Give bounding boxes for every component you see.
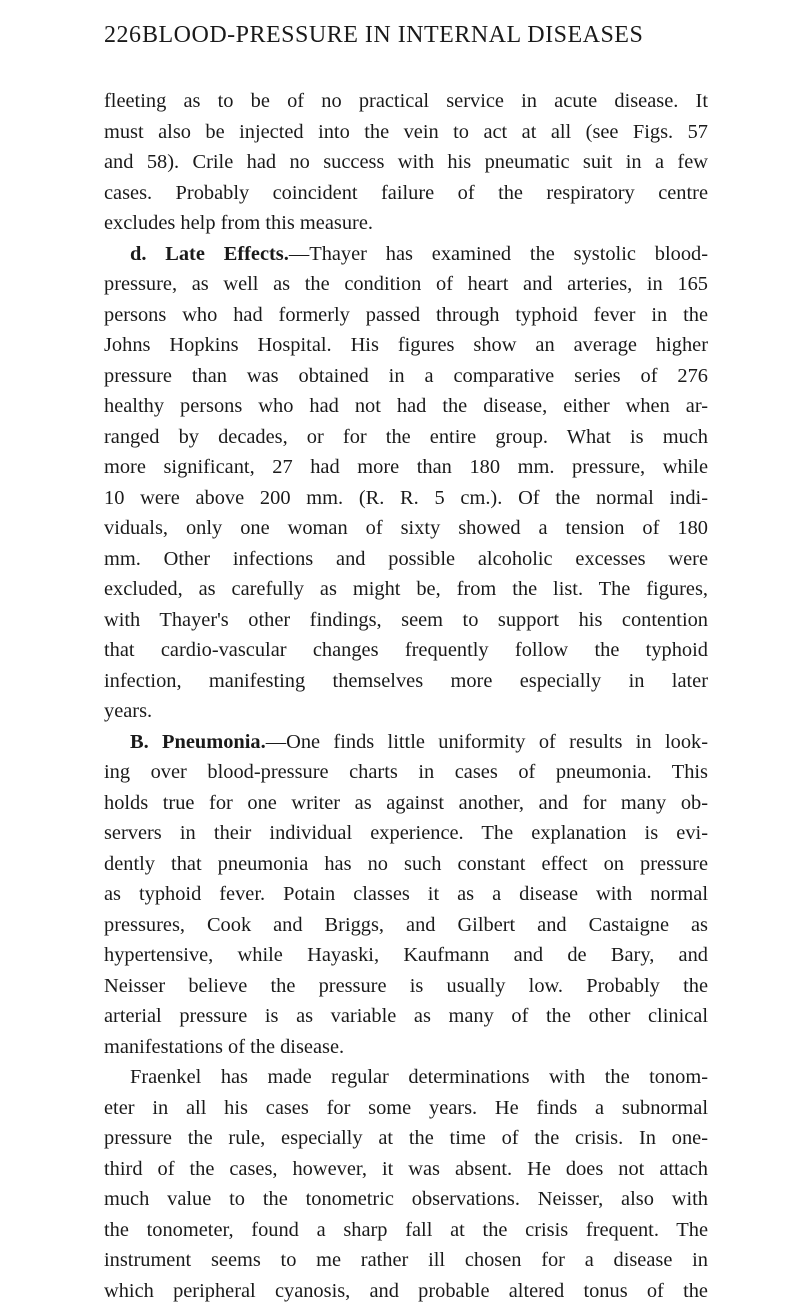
text-line [104, 1245, 708, 1276]
text-line [104, 849, 708, 880]
line-text: pressures, Cook and Briggs, and Gilbert and Castaigne as [104, 913, 708, 936]
section-heading: d. Late Effects. [130, 242, 289, 265]
running-title: BLOOD-PRESSURE IN INTERNAL DISEASES [142, 22, 644, 48]
text-line [104, 757, 708, 788]
line-text: infection, manifesting themselves more especially in later [104, 669, 708, 692]
text-line [104, 574, 708, 605]
line-text: third of the cases, however, it was absent. He does not attach [104, 1157, 708, 1180]
line-text: holds true for one writer as against another, and for many ob- [104, 791, 708, 814]
line-text: excluded, as carefully as might be, from the list. The figures, [104, 578, 708, 600]
text-line [104, 940, 708, 971]
line-text: instrument seems to me rather ill chosen for a disease in [104, 1249, 708, 1271]
line-text: fleeting as to be of no practical service in acute disease. It [104, 90, 708, 112]
text-line [104, 879, 708, 910]
text-line [104, 239, 708, 270]
text-line [104, 330, 708, 361]
text-line [104, 544, 708, 575]
text-line [104, 696, 708, 727]
text-line [104, 300, 708, 331]
line-text: 10 were above 200 mm. (R. R. 5 cm.). Of the normal indi- [104, 486, 708, 509]
line-text: more significant, 27 had more than 180 mm. pressure, while [104, 456, 708, 478]
text-line [104, 635, 708, 666]
line-text: cases. Probably coincident failure of the respiratory centre [104, 181, 708, 204]
line-text: years. [104, 700, 153, 722]
line-text: arterial pressure is as variable as many of the other clinical [104, 1005, 708, 1027]
line-text: pressure, as well as the condition of heart and arteries, in 165 [104, 273, 708, 295]
text-line [104, 1154, 708, 1185]
section-heading: B. Pneumonia. [130, 730, 266, 753]
page-number: 226 [104, 22, 142, 48]
text-line [104, 391, 708, 422]
text-line [104, 422, 708, 453]
line-text: eter in all his cases for some years. He finds a subnormal [104, 1096, 708, 1119]
text-line [104, 483, 708, 514]
line-text: pressure the rule, especially at the time of the crisis. In one- [104, 1127, 708, 1149]
running-head [104, 22, 704, 49]
line-text: Neisser believe the pressure is usually low. Probably the [104, 974, 708, 997]
text-line [104, 513, 708, 544]
line-text: —Thayer has examined the systolic blood- [288, 242, 708, 265]
line-text: as typhoid fever. Potain classes it as a disease with normal [104, 883, 708, 905]
line-text: excludes help from this measure. [104, 212, 373, 234]
text-line [104, 1001, 708, 1032]
line-text: servers in their individual experience. The explanation is evi- [104, 822, 708, 844]
line-text: persons who had formerly passed through typhoid fever in the [104, 303, 708, 326]
line-text: which peripheral cyanosis, and probable altered tonus of the [104, 1279, 708, 1302]
line-text: manifestations of the disease. [104, 1035, 345, 1058]
line-text: hypertensive, while Hayaski, Kaufmann and de Bary, and [104, 944, 708, 966]
line-text: mm. Other infections and possible alcoholic excesses were [104, 547, 708, 570]
body-text [104, 86, 708, 1306]
text-line [104, 361, 708, 392]
line-text: much value to the tonometric observations. Neisser, also with [104, 1188, 708, 1210]
text-line [104, 605, 708, 636]
text-line [104, 666, 708, 697]
line-text: Fraenkel has made regular determinations with the tonom- [130, 1066, 708, 1088]
line-text: viduals, only one woman of sixty showed a tension of 180 [104, 517, 708, 539]
text-line [104, 788, 708, 819]
line-text: the tonometer, found a sharp fall at the crisis frequent. The [104, 1218, 708, 1241]
text-line [104, 269, 708, 300]
text-line [104, 452, 708, 483]
line-text: pressure than was obtained in a comparative series of 276 [104, 364, 708, 387]
text-line [104, 1215, 708, 1246]
text-line [104, 147, 708, 178]
text-line [104, 1276, 708, 1307]
text-line [104, 910, 708, 941]
text-line [104, 1093, 708, 1124]
line-text: ing over blood-pressure charts in cases of pneumonia. This [104, 761, 708, 783]
text-line [104, 86, 708, 117]
line-text: healthy persons who had not had the disease, either when ar- [104, 395, 708, 417]
line-text: must also be injected into the vein to act at all (see Figs. 57 [104, 120, 708, 143]
line-text: that cardio-vascular changes frequently follow the typhoid [104, 639, 708, 661]
line-text: with Thayer's other findings, seem to support his contention [104, 608, 708, 631]
line-text: Johns Hopkins Hospital. His figures show an average higher [104, 334, 708, 356]
text-line [104, 1123, 708, 1154]
line-text: dently that pneumonia has no such constant effect on pressure [104, 852, 708, 875]
text-line [104, 818, 708, 849]
text-line [104, 178, 708, 209]
text-line [104, 1062, 708, 1093]
line-text: and 58). Crile had no success with his pneumatic suit in a few [104, 151, 708, 173]
text-line [104, 208, 708, 239]
text-line [104, 1032, 708, 1063]
text-line [104, 1184, 708, 1215]
text-line [104, 117, 708, 148]
text-line [104, 727, 708, 758]
line-text: —One finds little uniformity of results in look- [265, 730, 708, 753]
line-text: ranged by decades, or for the entire group. What is much [104, 425, 708, 448]
text-line [104, 971, 708, 1002]
